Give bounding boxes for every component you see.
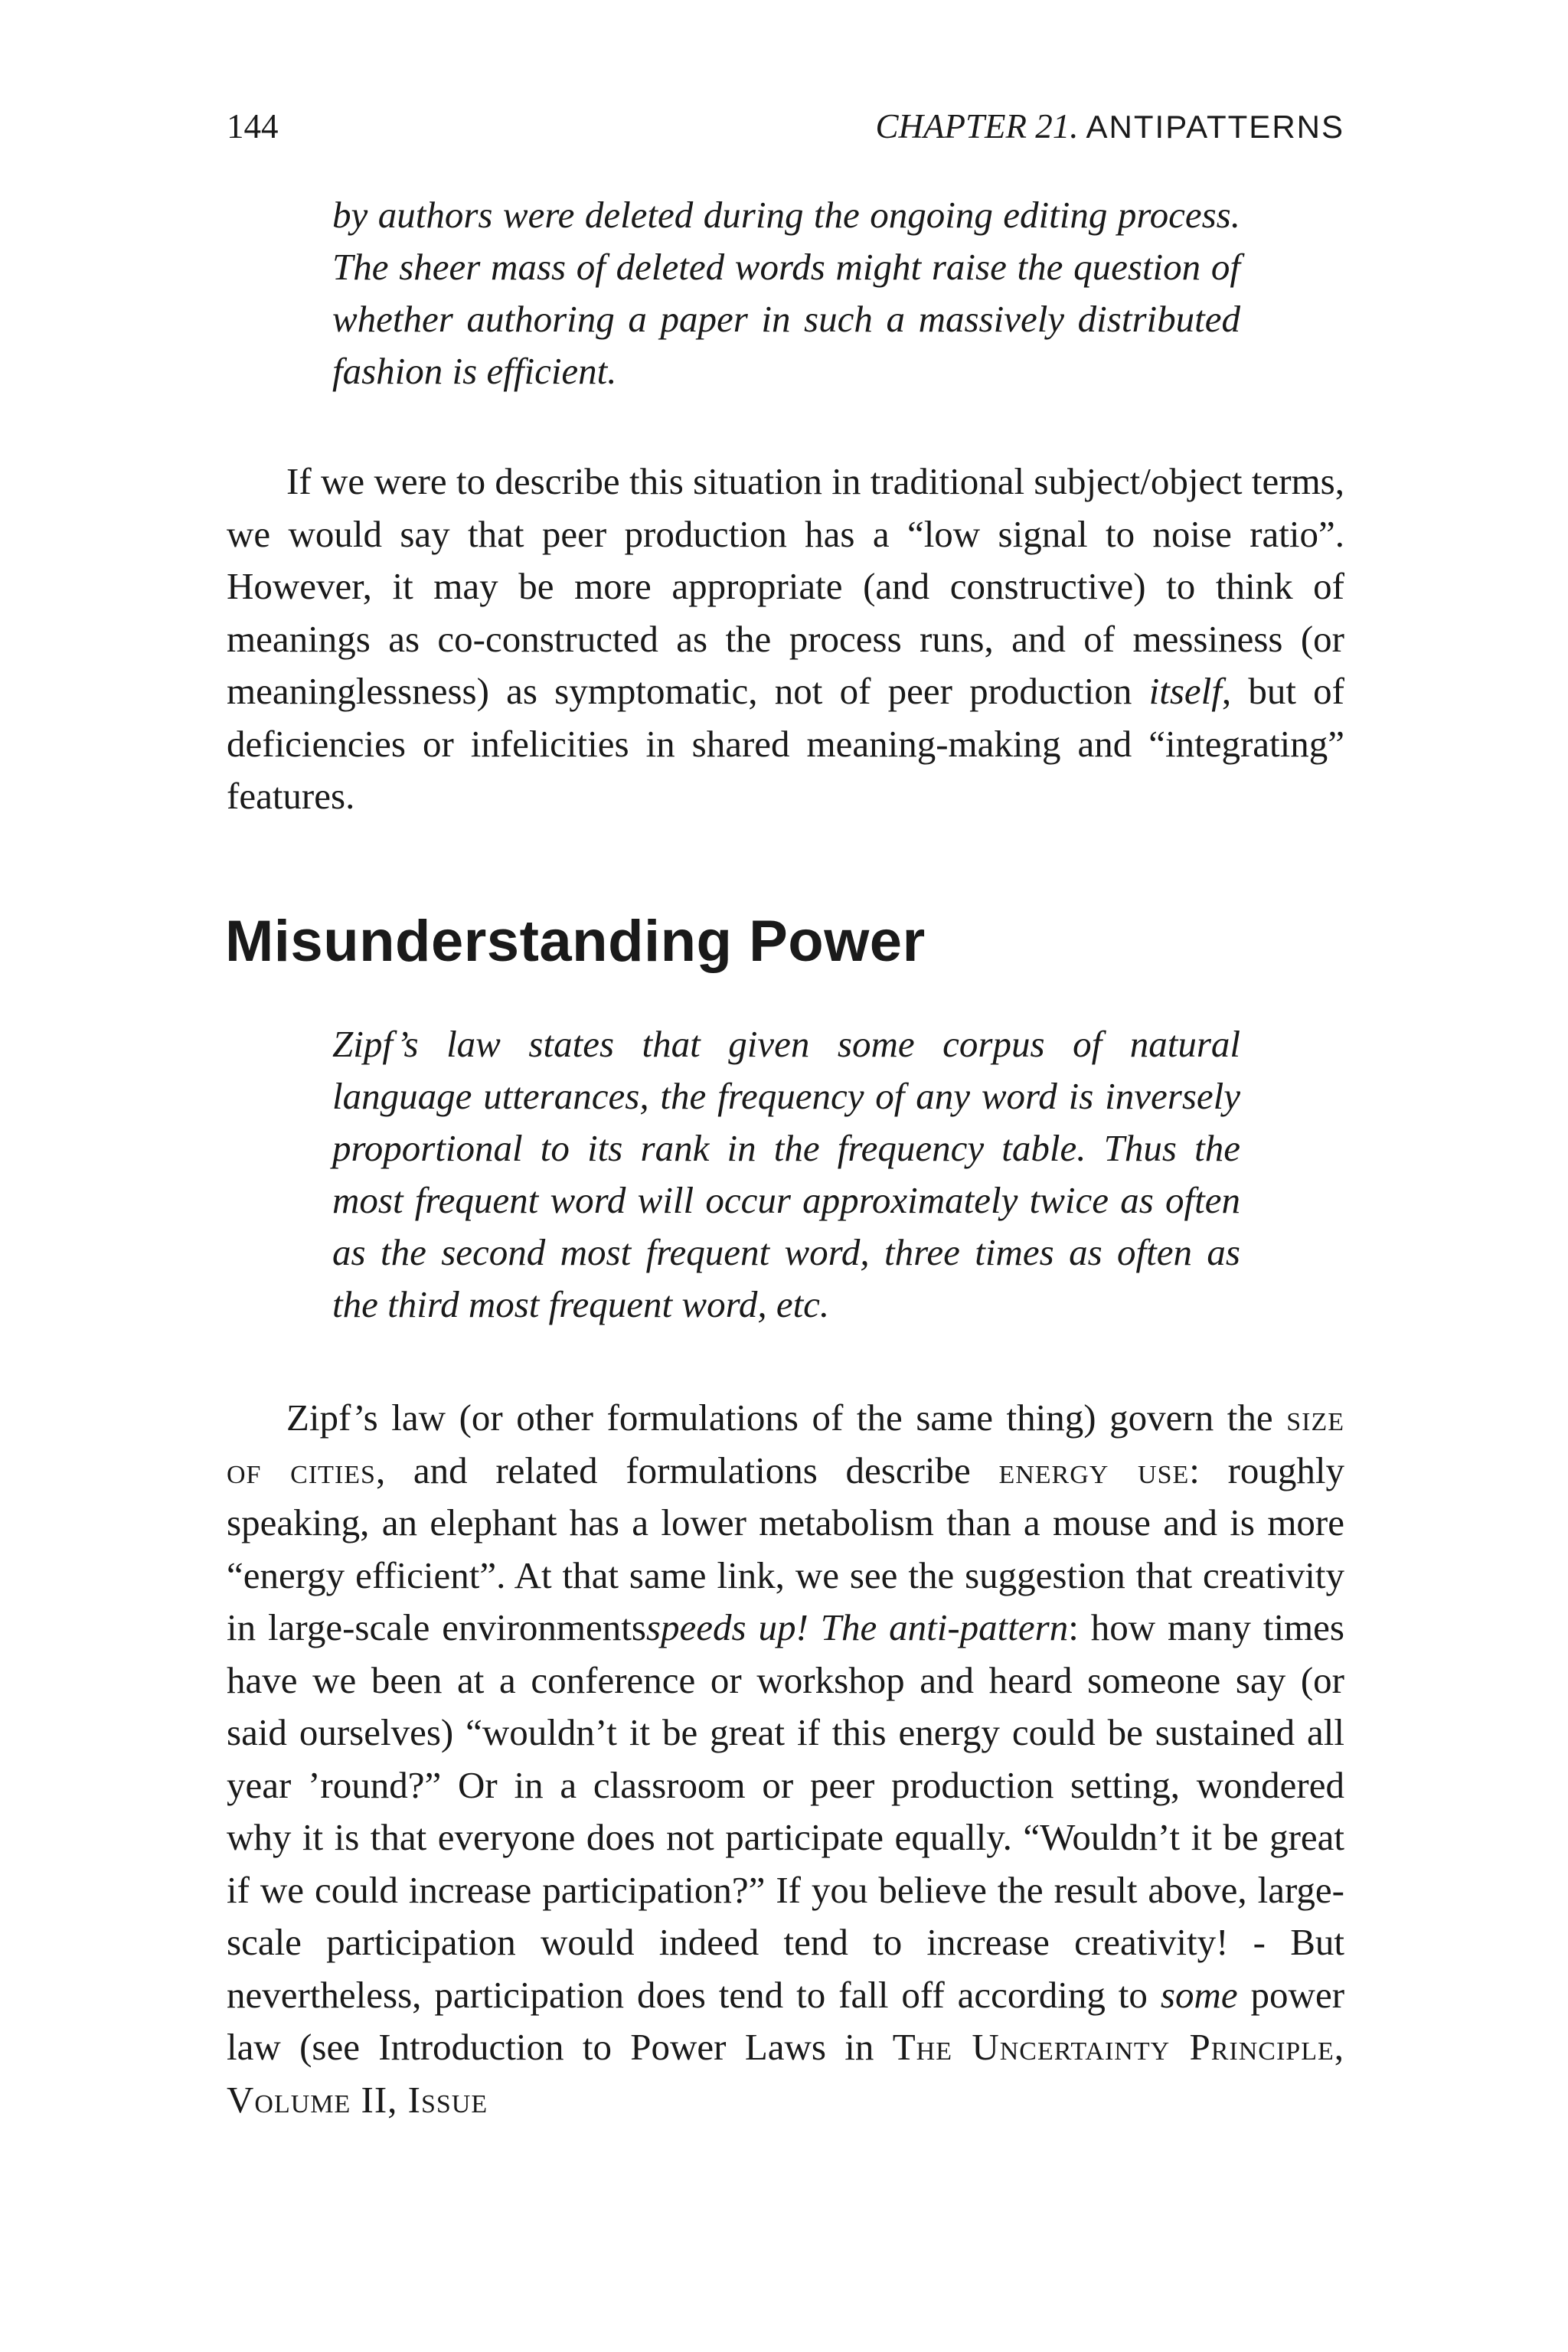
link-energy-use[interactable]: energy use	[998, 1449, 1190, 1491]
emphasis-anti-pattern: speeds up! The anti-pattern	[645, 1606, 1069, 1648]
paragraph-text: Zipf’s law (or other formulations of the same thing) govern the	[286, 1396, 1287, 1439]
paragraph-text: If we were to describe this situation in traditional subject/object terms, we would say that peer production has a “low signal to noise ratio”. However, it may be more appropriate (and constructive) to think of meanings as co-constructed as the process runs, and of messiness (or meaninglessness) as symptomatic, not of peer production	[227, 460, 1344, 712]
paragraph-signal-to-noise	[227, 456, 1344, 823]
emphasis-some: some	[1160, 1973, 1238, 2016]
paragraph-zipfs-law	[227, 1392, 1344, 2126]
paragraph-text: , but of deficiencies or infelicities in shared meaning-making and “integrating” features.	[227, 670, 1345, 817]
chapter-label: CHAPTER 21.	[875, 107, 1079, 145]
paragraph-text: : how many times have we been at a conference or workshop and heard someone say (or said ourselves) “wouldn’t it be great if this energy could be sustained all year ’round?” Or in a classroom or peer production setting, wondered why it is that everyone does not participate equally. “Wouldn’t it be great if we could increase participation?” If you believe the result above, large-scale participation would indeed tend to increase creativity! - But nevertheless, participation does tend to fall off according to	[227, 1606, 1344, 2016]
block-quote-deleted-words: by authors were deleted during the ongoing editing process. The sheer mass of deleted words might raise the question of whether authoring a paper in such a massively distributed fashion is efficient.	[332, 194, 1240, 392]
chapter-name: ANTIPATTERNS	[1086, 109, 1344, 145]
paragraph-text: power law (see Introduction to Power Laws in	[227, 1973, 1345, 2068]
page-number: 144	[227, 107, 279, 145]
link-size-of-cities[interactable]: size of cities	[227, 1396, 1344, 1491]
block-quote-zipfs-law: Zipf’s law states that given some corpus of natural language utterances, the frequency of any word is inversely proportional to its rank in the frequency table. Thus the most frequent word will occur approximately twice as often as the second most frequent word, three times as often as the third most frequent word, etc.	[332, 1023, 1240, 1325]
chapter-title	[876, 100, 1344, 154]
paragraph-text: : roughly speaking, an elephant has a lower metabolism than a mouse and is more “energy efficient”. At that same link, we see the suggestion that creativity in large-scale environments	[227, 1449, 1345, 1648]
emphasis-itself: itself	[1148, 670, 1222, 712]
paragraph-text: , and related formulations describe	[375, 1449, 999, 1491]
section-heading: Misunderstanding Power	[225, 909, 926, 974]
running-head	[227, 100, 1344, 153]
reference-title: The Uncertainty Principle, Volume II, Issue	[227, 2026, 1344, 2121]
